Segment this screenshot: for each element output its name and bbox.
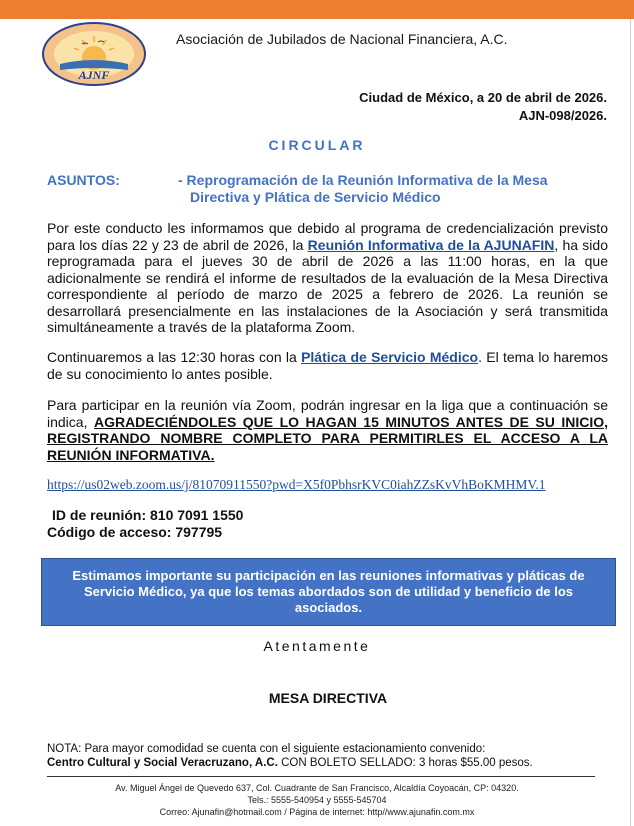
logo-lettering: AJNF (78, 68, 110, 82)
p2-text-before: Continuaremos a las 12:30 horas con la (47, 349, 302, 365)
medical-talk-link[interactable]: Plática de Servicio Médico (301, 349, 479, 365)
parking-terms: CON BOLETO SELLADO: 3 horas $55.00 pesos. (277, 757, 533, 769)
p2-text-after: . El tema lo haremos de su conocimiento lo antes posible. (47, 349, 608, 382)
p1-text-after: , ha sido reprogramada para el jueves 30 de abril de 2026 a las 11:00 horas, en la que adicionalmente se rendirá el informe de resultados de la evaluación de la Mesa Directiva correspondiente al período de marzo de 2025 a febrero de 2026. La reunión se desarrollará presencialmente en las instalaciones de la Asociación y será transmitida simultáneamente a través de la plataforma Zoom. (47, 236, 608, 335)
zoom-link[interactable]: https://us02web.zoom.us/j/81070911550?pwd=X5f0PbhsrKVC0iahZZsKvVhBoKMHMV.1 (47, 477, 546, 492)
footer-contact: Correo: Ajunafin@hotmail.com / Página de internet: http//www.ajunafin.com.mx (159, 807, 475, 817)
paragraph-zoom-instructions (47, 397, 608, 463)
p3-text-before: Para participar en la reunión vía Zoom, podrán ingresar en la liga que a continuación se indica, (47, 397, 608, 430)
closing-salutation: Atentamente (263, 638, 371, 654)
parking-note: NOTA: Para mayor comodidad se cuenta con el siguiente estacionamiento convenido: (47, 743, 486, 755)
notice-text: Estimamos importante su participación en las reuniones informativas y pláticas de Servicio Médico, ya que los temas abordados son de utilidad y beneficio de los asociados. (72, 568, 585, 615)
subject-line-1: - Reprogramación de la Reunión Informativa de la Mesa (178, 172, 548, 188)
signatory: MESA DIRECTIVA (268, 690, 388, 706)
footer-address: Av. Miguel Ángel de Quevedo 637, Col. Cuadrante de San Francisco, Alcaldía Coyoacán, CP: 04320. (115, 783, 519, 793)
circular-title: CIRCULAR (268, 137, 366, 153)
meeting-link[interactable]: Reunión Informativa de la AJUNAFIN (307, 236, 555, 253)
reference-number: AJN-098/2026. (518, 108, 607, 123)
p3-emphasis: AGRADECIÉNDOLES QUE LO HAGAN 15 MINUTOS ANTES DE SU INICIO, REGISTRANDO NOMBRE COMPLETO PARA PERMITIRLES EL ACCESO A LA REUNIÓN INFORMATIVA. (47, 413, 609, 463)
subject-line-2: Directiva y Plática de Servicio Médico (190, 189, 441, 205)
city-date: Ciudad de México, a 20 de abril de 2026. (359, 90, 607, 105)
parking-name: Centro Cultural y Social Veracruzano, A.C. (47, 757, 278, 769)
notice-box (41, 558, 616, 626)
top-accent-bar (0, 0, 634, 19)
meeting-id: ID de reunión: 810 7091 1550 (52, 507, 244, 523)
ajnf-logo (42, 22, 146, 86)
access-code: Código de acceso: 797795 (47, 524, 223, 540)
parking-details (47, 757, 533, 769)
subject-text (178, 172, 598, 206)
paragraph-medical-talk (47, 349, 608, 382)
organization-name: Asociación de Jubilados de Nacional Financiera, A.C. (176, 31, 508, 47)
subject-label: ASUNTOS: (47, 172, 120, 188)
paragraph-rescheduling (47, 220, 608, 336)
footer-phones: Tels.: 5555-540954 y 5555-545704 (247, 795, 387, 805)
footer-divider (47, 776, 595, 777)
p1-text-before: Por este conducto les informamos que debido al programa de credencialización previsto para los días 22 y 23 de abril de 2026, la (47, 220, 608, 253)
